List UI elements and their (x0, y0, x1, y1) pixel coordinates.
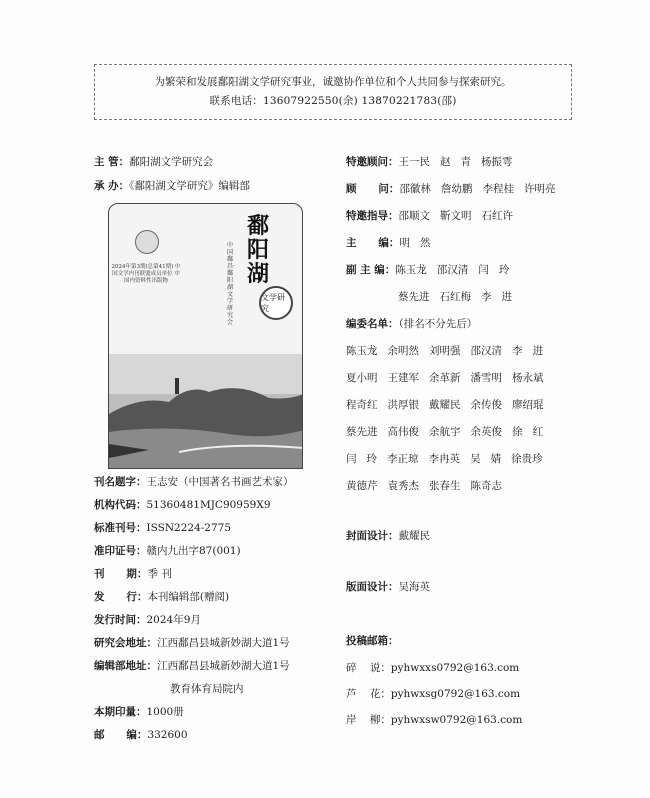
committee-row: 黄德芹 袁秀杰 张春生 陈奇志 (346, 480, 503, 492)
notice-line-2: 联系电话：13607922550(余) 13870221783(邵) (209, 95, 457, 107)
inscription-value: 王志安（中国著名书画艺术家） (146, 476, 294, 488)
org-code-row (94, 497, 271, 512)
adviser-row (346, 181, 555, 196)
organizer-value: 《鄱阳湖文学研究》编辑部 (129, 180, 250, 192)
cover-design-label: 封面设计： (346, 530, 399, 542)
email-address: pyhwxsg0792@163.com (390, 688, 521, 700)
publisher-value: 本刊编辑部(赠阅) (147, 591, 230, 603)
committee-row: 蔡先进 高伟俊 余航宇 余英俊 徐 红 (346, 426, 544, 438)
publisher-label: 发 行： (94, 591, 148, 603)
layout-design-row (346, 579, 430, 594)
postcode-row (94, 727, 188, 742)
submission-heading-row (346, 633, 399, 648)
editorial-address-label: 编辑部地址： (94, 660, 157, 672)
committee-note: （排名不分先后） (398, 318, 478, 330)
editorial-address-row-2 (170, 681, 244, 696)
organizer-row (94, 178, 250, 193)
period-label: 刊 期： (94, 568, 148, 580)
submission-label: 投稿邮箱： (346, 635, 399, 647)
cover-vertical-text: 中国鄱昌·鄱阳湖文学研究会 (227, 242, 235, 326)
committee-label: 编委名单： (346, 318, 399, 330)
date-row (94, 612, 201, 627)
deputy-editor-value-2: 蔡先进 石红梅 李 进 (398, 291, 513, 303)
deputy-editor-value-1: 陈玉龙 邵汉清 闫 玲 (395, 264, 510, 276)
period-value: 季 刊 (147, 568, 172, 580)
guide-value: 邵顺文 靳文明 石红许 (398, 210, 514, 222)
inscription-row (94, 474, 294, 489)
print-run-value: 1000册 (146, 706, 184, 718)
adviser-label: 顾 问： (346, 183, 400, 195)
sponsor-value: 鄱阳湖文学研究会 (129, 156, 214, 168)
permit-row (94, 543, 241, 558)
committee-row: 程奇红 洪厚银 戴耀民 余传俊 廖绍琨 (346, 399, 544, 411)
cover-design-value: 戴耀民 (398, 530, 430, 542)
notice-line-1: 为繁荣和发展鄱阳湖文学研究事业，诚邀协作单位和个人共同参与探索研究。 (154, 76, 512, 88)
chief-editor-row (346, 235, 430, 250)
email-address: pyhwxxs0792@163.com (390, 662, 520, 674)
email-row (346, 660, 519, 675)
chief-editor-value: 明 然 (399, 237, 431, 249)
society-address-value: 江西鄱昌县城新妙湖大道1号 (157, 637, 290, 649)
layout-design-value: 吴海英 (398, 581, 430, 593)
special-adviser-label: 特邀顾问： (346, 156, 399, 168)
print-run-row (94, 704, 184, 719)
sponsor-label: 主 管： (94, 156, 130, 168)
email-row (346, 686, 520, 701)
date-value: 2024年9月 (146, 614, 201, 626)
print-run-label: 本期印量： (94, 706, 147, 718)
org-code-label: 机构代码： (94, 499, 147, 511)
cover-issue-text: 2024年第3期(总第41期) 中国文学内刊联盟成员单位 中国内资料性出版物 (111, 264, 181, 284)
publisher-row (94, 589, 229, 604)
chief-editor-label: 主 编： (346, 237, 400, 249)
editorial-address-value-2: 教育体育局院内 (170, 683, 244, 695)
cover-design-row (346, 528, 430, 543)
deputy-editor-row (346, 262, 509, 277)
editorial-address-value-1: 江西鄱昌县城新妙湖大道1号 (157, 660, 290, 672)
committee-heading-row (346, 316, 477, 331)
email-key: 碎 说： (346, 662, 391, 674)
email-key: 芦 花： (346, 688, 391, 700)
org-code-value: 51360481MJC90959X9 (146, 499, 271, 511)
committee-row: 闫 玲 李正琼 李冉英 吴 婧 徐贵珍 (346, 453, 543, 465)
society-address-row (94, 635, 290, 650)
postcode-value: 332600 (147, 729, 188, 741)
email-key: 岸 柳： (346, 714, 391, 726)
period-row (94, 566, 172, 581)
adviser-value: 邵徽林 詹幼鹏 李程桂 许明亮 (399, 183, 556, 195)
issn-label: 标准刊号： (94, 522, 147, 534)
date-label: 发行时间： (94, 614, 147, 626)
cover-title: 鄱阳湖 (247, 213, 270, 287)
committee-row: 陈玉龙 余明然 刘明强 邵汉清 李 进 (346, 345, 544, 357)
email-address: pyhwxsw0792@163.com (390, 714, 523, 726)
postcode-label: 邮 编： (94, 729, 148, 741)
issn-row (94, 520, 231, 535)
cover-seal: 文学研究 (259, 286, 293, 320)
organizer-label: 承 办： (94, 180, 130, 192)
cover-emblem (135, 230, 159, 254)
guide-label: 特邀指导： (346, 210, 399, 222)
guide-row (346, 208, 513, 223)
committee-row: 夏小明 王建军 余革新 潘雪明 杨永斌 (346, 372, 544, 384)
sponsor-row (94, 154, 213, 169)
editorial-address-row (94, 658, 290, 673)
special-adviser-value: 王一民 赵 青 杨振雩 (398, 156, 513, 168)
society-address-label: 研究会地址： (94, 637, 157, 649)
email-row (346, 712, 522, 727)
special-adviser-row (346, 154, 513, 169)
permit-label: 准印证号： (94, 545, 147, 557)
deputy-editor-row-2 (398, 289, 512, 304)
issn-value: ISSN2224-2775 (146, 522, 232, 534)
deputy-editor-label: 副 主 编： (346, 264, 396, 276)
inscription-label: 刊名题字： (94, 476, 147, 488)
magazine-cover-image (108, 203, 303, 469)
permit-value: 赣内九出字87(001) (146, 545, 241, 557)
notice-box (94, 64, 572, 120)
cover-lake-photo (109, 354, 303, 469)
layout-design-label: 版面设计： (346, 581, 399, 593)
